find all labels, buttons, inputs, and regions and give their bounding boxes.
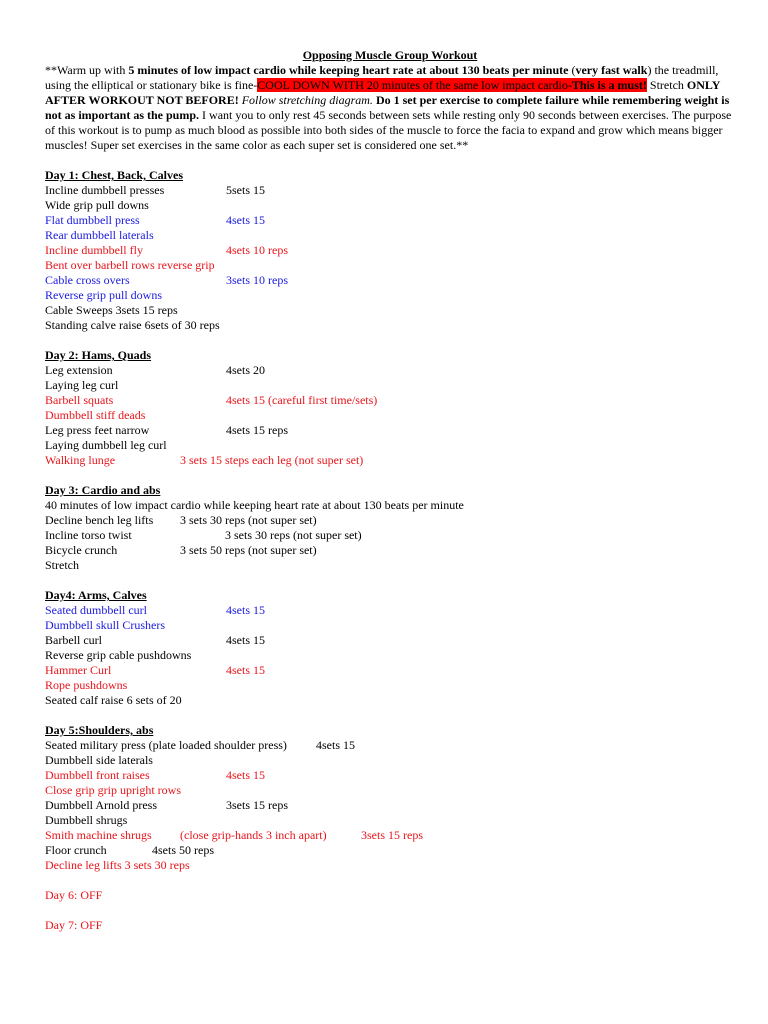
exercise-row: [45, 633, 735, 648]
exercise-row: [45, 228, 735, 243]
exercise-name: Reverse grip pull downs: [45, 288, 162, 302]
exercise-sets: 4sets 15: [226, 603, 265, 617]
exercise-row: [45, 408, 735, 423]
exercise-row: [45, 318, 735, 333]
exercise-name: Cable cross overs: [45, 273, 130, 287]
day-section: [45, 588, 735, 708]
day-6-off: Day 6: OFF: [45, 888, 103, 902]
exercise-row: [45, 273, 735, 288]
exercise-sets: 3sets 10 reps: [226, 273, 288, 287]
workout-days: [45, 168, 735, 873]
day-section: [45, 168, 735, 333]
exercise-row: [45, 603, 735, 618]
exercise-row: [45, 738, 735, 753]
day-heading: Day 3: Cardio and abs: [45, 483, 161, 497]
exercise-name: Incline dumbbell fly: [45, 243, 143, 257]
intro-bold-text: Do 1 set per exercise to complete failure while remembering weight is not as important as the pump.: [45, 93, 730, 122]
exercise-row: [45, 693, 735, 708]
exercise-sets: 5sets 15: [226, 183, 265, 197]
exercise-row: [45, 183, 735, 198]
intro-text: Stretch: [646, 78, 687, 92]
exercise-row: [45, 438, 735, 453]
exercise-sets: 4sets 15: [226, 663, 265, 677]
intro-paragraph: [45, 63, 735, 153]
exercise-row: [45, 513, 735, 528]
exercise-sets: 4sets 15: [226, 768, 265, 782]
day-section: [45, 723, 735, 873]
exercise-name: Barbell squats: [45, 393, 114, 407]
day-heading: Day4: Arms, Calves: [45, 588, 147, 602]
day-section: [45, 348, 735, 468]
exercise-row: [45, 753, 735, 768]
day-heading: Day 5:Shoulders, abs: [45, 723, 154, 737]
exercise-name: Floor crunch: [45, 843, 107, 857]
exercise-name: Rope pushdowns: [45, 678, 128, 692]
exercise-name: Leg press feet narrow: [45, 423, 150, 437]
intro-text: **Warm up with: [45, 63, 129, 77]
exercise-row: [45, 768, 735, 783]
exercise-row: [45, 378, 735, 393]
day-heading: Day 1: Chest, Back, Calves: [45, 168, 183, 182]
exercise-row: [45, 783, 735, 798]
day-7-off: Day 7: OFF: [45, 918, 103, 932]
exercise-name: Smith machine shrugs: [45, 828, 152, 842]
exercise-row: [45, 453, 735, 468]
exercise-name: Dumbbell front raises: [45, 768, 150, 782]
exercise-name: Seated calf raise 6 sets of 20: [45, 693, 182, 707]
exercise-name: Dumbbell shrugs: [45, 813, 128, 827]
exercise-sets: 4sets 50 reps: [152, 843, 214, 857]
exercise-row: [45, 243, 735, 258]
exercise-row: [45, 663, 735, 678]
day-section: [45, 483, 735, 573]
exercise-name: Laying leg curl: [45, 378, 119, 392]
intro-text: I want you to only rest 45 seconds between sets while resting only 90 seconds between exercises. The purpose of this workout is to pump as much blood as possible into both sides of the muscle to force the facia to expand and grow which means bigger muscles! Super set exercises in the same color as each super set is considered one set.**: [45, 108, 732, 152]
exercise-row: [45, 828, 735, 843]
exercise-sets: 3 sets 30 reps (not super set): [225, 528, 362, 542]
day-heading: Day 2: Hams, Quads: [45, 348, 152, 362]
exercise-name: Bent over barbell rows reverse grip: [45, 258, 215, 272]
exercise-sets: 3 sets 15 steps each leg (not super set): [180, 453, 364, 467]
exercise-row: [45, 798, 735, 813]
exercise-name: Reverse grip cable pushdowns: [45, 648, 192, 662]
exercise-sets: 3sets 15 reps: [226, 798, 288, 812]
exercise-name: Decline bench leg lifts: [45, 513, 154, 527]
exercise-row: [45, 363, 735, 378]
exercise-name: Barbell curl: [45, 633, 102, 647]
exercise-name: Cable Sweeps 3sets 15 reps: [45, 303, 178, 317]
exercise-sets: 3sets 15 reps: [361, 828, 423, 842]
exercise-name: Bicycle crunch: [45, 543, 118, 557]
intro-highlight-text: COOL DOWN WITH 20 minutes of the same low impact cardio-: [257, 78, 572, 92]
exercise-sets: 4sets 10 reps: [226, 243, 288, 257]
intro-text: ) the treadmill, using the elliptical or stationary bike is fine-: [45, 63, 719, 92]
exercise-name: Close grip grip upright rows: [45, 783, 181, 797]
exercise-row: [45, 213, 735, 228]
exercise-name: Incline torso twist: [45, 528, 132, 542]
exercise-name: Dumbbell Arnold press: [45, 798, 157, 812]
intro-highlight-bold-text: This is a must!: [571, 78, 647, 92]
intro-text: (: [568, 63, 576, 77]
exercise-name: Laying dumbbell leg curl: [45, 438, 167, 452]
exercise-sets: 3 sets 50 reps (not super set): [180, 543, 317, 557]
document-page: [45, 48, 735, 933]
exercise-row: [45, 678, 735, 693]
exercise-name: Dumbbell stiff deads: [45, 408, 146, 422]
exercise-row: [45, 558, 735, 573]
exercise-name: Walking lunge: [45, 453, 116, 467]
exercise-name: Seated dumbbell curl: [45, 603, 147, 617]
exercise-name: Seated military press (plate loaded shoulder press): [45, 738, 287, 752]
exercise-row: [45, 543, 735, 558]
exercise-name: Incline dumbbell presses: [45, 183, 165, 197]
document-title: Opposing Muscle Group Workout: [302, 48, 478, 62]
exercise-row: [45, 813, 735, 828]
exercise-row: [45, 528, 735, 543]
exercise-name: Standing calve raise 6sets of 30 reps: [45, 318, 220, 332]
exercise-sets: 4sets 15: [226, 633, 265, 647]
exercise-row: [45, 393, 735, 408]
exercise-name: Flat dumbbell press: [45, 213, 140, 227]
exercise-row: [45, 858, 735, 873]
exercise-row: [45, 423, 735, 438]
exercise-sets: 3 sets 30 reps (not super set): [180, 513, 317, 527]
exercise-name: Rear dumbbell laterals: [45, 228, 154, 242]
exercise-row: [45, 498, 735, 513]
intro-bold-text: ONLY AFTER WORKOUT NOT BEFORE!: [45, 78, 721, 107]
exercise-sets: 4sets 20: [226, 363, 265, 377]
exercise-row: [45, 618, 735, 633]
exercise-sets: 4sets 15: [226, 213, 265, 227]
exercise-sets: (close grip-hands 3 inch apart): [180, 828, 327, 842]
intro-bold-text: very fast walk: [575, 63, 648, 77]
exercise-name: 40 minutes of low impact cardio while keeping heart rate at about 130 beats per minute: [45, 498, 464, 512]
exercise-sets: 4sets 15 (careful first time/sets): [226, 393, 378, 407]
intro-italic-text: Follow stretching diagram.: [241, 93, 373, 107]
exercise-row: [45, 258, 735, 273]
exercise-name: Decline leg lifts 3 sets 30 reps: [45, 858, 190, 872]
exercise-name: Wide grip pull downs: [45, 198, 149, 212]
exercise-name: Leg extension: [45, 363, 113, 377]
exercise-row: [45, 198, 735, 213]
exercise-row: [45, 843, 735, 858]
exercise-name: Hammer Curl: [45, 663, 112, 677]
exercise-row: [45, 288, 735, 303]
exercise-row: [45, 303, 735, 318]
intro-bold-text: 5 minutes of low impact cardio while keeping heart rate at about 130 beats per minute: [128, 63, 569, 77]
exercise-name: Dumbbell skull Crushers: [45, 618, 165, 632]
exercise-sets: 4sets 15: [316, 738, 355, 752]
exercise-sets: 4sets 15 reps: [226, 423, 288, 437]
exercise-name: Stretch: [45, 558, 79, 572]
exercise-row: [45, 648, 735, 663]
exercise-name: Dumbbell side laterals: [45, 753, 153, 767]
